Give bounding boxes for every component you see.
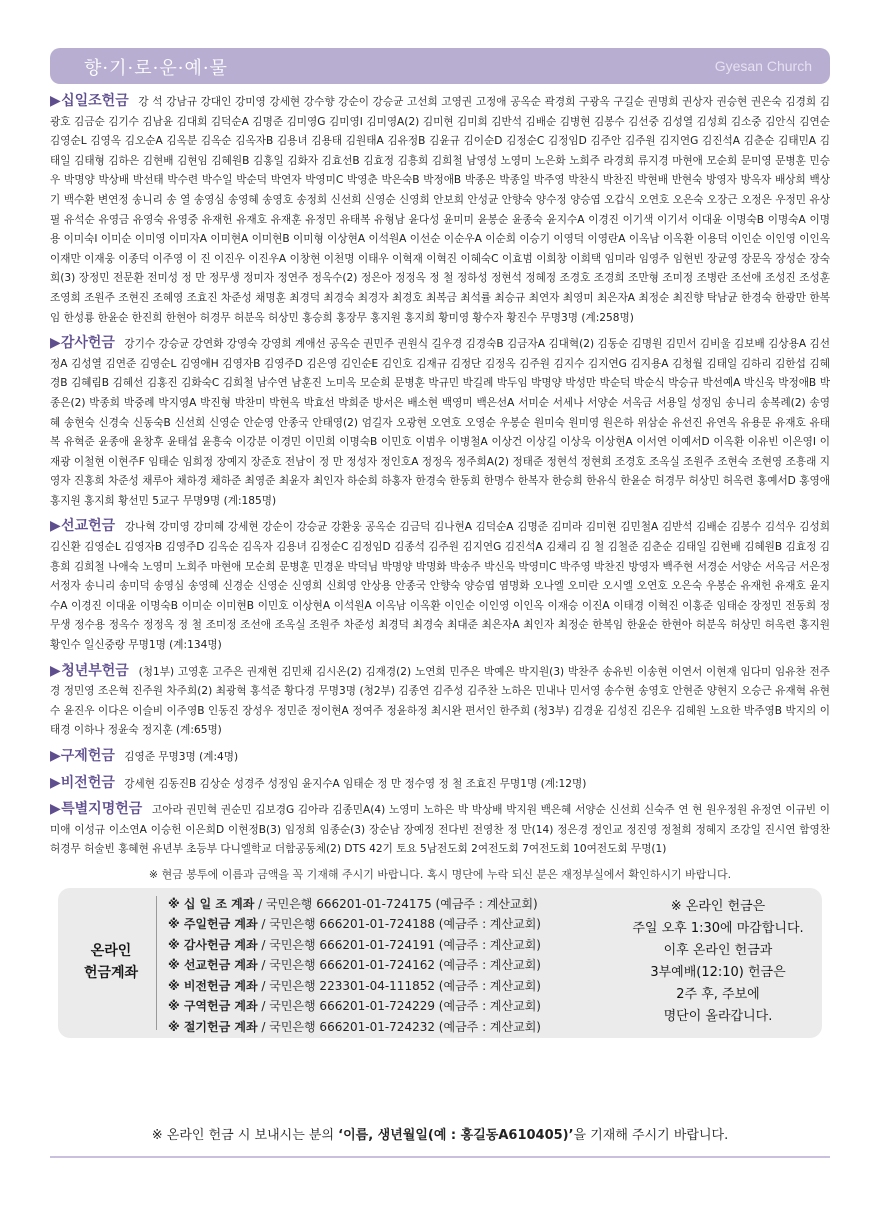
note-line: 2주 후, 주보에: [676, 986, 760, 1002]
section-special: [50, 800, 830, 860]
envelope-note: ※ 현금 봉투에 이름과 금액을 꼭 기재해 주시기 바랍니다. 혹시 명단에 누락 되신 분은 재정부실에서 확인하시기 바랍니다.: [148, 867, 732, 881]
note-line: 주일 오후 1:30에 마감합니다.: [632, 920, 804, 936]
section-names: 강세현 김동진B 김상순 성경주 성정임 윤지수A 임태순 정 만 정수영 정 철 조효진 무명1명 (계:12명): [124, 777, 587, 790]
online-offering-box: [58, 888, 822, 1038]
note-line: 3부예배(12:10) 헌금은: [650, 964, 786, 980]
church-name: Gyesan Church: [714, 58, 812, 74]
section-title: ▶십일조헌금: [50, 93, 129, 109]
account-row: ※ 구역헌금 계좌 / 국민은행 666201-01-724229 (예금주 : 계산교회): [168, 999, 541, 1014]
online-deadline-note: [618, 896, 818, 1028]
section-tithe: [50, 92, 830, 328]
section-title: ▶선교헌금: [50, 518, 116, 535]
section-names: 강기수 강승균 강연화 강영숙 강영희 계애선 공옥순 권민주 권원식 길우경 김경숙B 김금자A 김대혁(2) 김동순 김명원 김민서 김비울 김보배 김상용A 김선정A 김성열 김연준 김영순L 김영애H 김영자B 김영주D 김은영 김인순E 김인호 김재규 김정단 김정옥 김주원 김지수 김지연G 김지용A 김청월 김태일 김하리 김한섭 김혜경B 김혜림B 김혜선 김홍진 김화숙C 김희철 남수연 남훈진 노미옥 모순희 문병훈 박규민 박길례 박두임 박명양 박성만 박순덕 박순식 박승규 박선예A 박신욱 박정애B 박종은(2) 박종희 박중례 박지영A 박진형 박찬미 박현옥 박효선 박희준 방서은 배소현 백영미 백은선A 서미순 서세나 서양순 서옥금 서용일 성정임 송니리 송복례(2) 송영혜 송현숙 신경숙 신동숙B 신선희 신영순 안순영 안종국 안태영(2) 엄길자 오광현 오연호 오영순 우봉순 원미숙 원미영 원은하 위삼순 유선진 유연옥 유용문 유재호 유태복 유혁준 윤종애 윤창후 윤태섭 윤흥숙 이강분 이경민 이민희 이명숙B 이민호 이범우 이병철A 이상건 이상길 이상욱 이상현A 이서연 이예서D 이옥환 이유빈 이은영I 이재광 이철현 이현주F 임태순 임희정 장예지 장준호 전남이 정 만 정성자 정인호A 정정옥 정주희A(2) 정태준 정현석 정현희 조경호 조옥실 조원주 조현숙 조현영 조흥래 지영자 진홍희 차준성 채루아 채하경 채하준 최영준 최윤자 최인자 하순희 하홍자 한경숙 한동희 한명수 한복자 한승희 한유식 한윤순 허경무 허상민 허옥련 홍예서D 홍영애 홍지원 홍지희 황선민 5교구 무명9명 (계:185명): [50, 338, 830, 507]
note-line: 명단이 올라갑니다.: [663, 1008, 773, 1024]
section-relief: [50, 747, 830, 768]
account-row: ※ 절기헌금 계좌 / 국민은행 666201-01-724232 (예금주 : 계산교회): [168, 1019, 541, 1034]
account-row: ※ 비전헌금 계좌 / 국민은행 223301-04-111852 (예금주 : 계산교회): [168, 978, 541, 993]
page-title: 향·기·로·운·예·물: [84, 58, 228, 79]
note-line: ※ 온라인 헌금은: [670, 898, 766, 914]
account-row: ※ 감사헌금 계좌 / 국민은행 666201-01-724191 (예금주 : 계산교회): [168, 937, 541, 952]
account-row: ※ 주일헌금 계좌 / 국민은행 666201-01-724188 (예금주 : 계산교회): [168, 917, 541, 932]
online-label-line: 헌금계좌: [83, 964, 139, 981]
section-youth: [50, 662, 830, 741]
online-label: [66, 940, 156, 984]
section-names: 김영준 무명3명 (계:4명): [124, 751, 239, 763]
section-mission: [50, 517, 830, 655]
account-row: ※ 십 일 조 계좌 / 국민은행 666201-01-724175 (예금주 : 계산교회): [168, 896, 538, 911]
note-line: 이후 온라인 헌금과: [663, 942, 773, 958]
section-title: ▶비전헌금: [50, 774, 115, 791]
section-vision: [50, 774, 830, 795]
online-label-line: 온라인: [90, 942, 132, 959]
section-title: ▶특별지명헌금: [50, 801, 143, 818]
divider: [50, 1156, 830, 1158]
section-names: 강나혁 강미영 강미혜 강세현 강순이 강승균 강환웅 공옥순 김금덕 김나현A 김덕순A 김명준 김미라 김미현 김민철A 김반석 김배순 김봉수 김석우 김성희 김신환 김영순L 김영자B 김영주D 김옥순 김옥자 김용녀 김정순C 김정임D 김종석 김주원 김지연G 김진석A 김채리 김 철 김철준 김춘순 김태일 김현배 김혜원B 김효정 김흥희 김희철 나애숙 노영미 노희주 마현애 모순희 문병훈 민경운 박덕님 박명양 박명화 박송주 박신욱 박영미C 박주영 박찬진 방영자 백주현 서경순 서양순 서옥금 서은정 서정자 송니리 송미덕 송영심 송영혜 신경순 신영순 신영희 신희영 안상용 안종국 안향숙 양승엽 염명화 오나엘 오미란 오시엘 오연호 오은숙 우봉순 유재헌 유재호 윤지수A 이경진 이대윤 이명숙B 이미순 이미현B 이민호 이상현A 이석원A 이옥남 이옥환 이인순 이인영 이인옥 이재승 이진A 이태경 이혁진 이홍준 임태순 장정민 전동희 정무생 정수용 정옥수 정정옥 정 철 조미정 조선애 조옥실 조원주 차준성 최경덕 최경숙 최대준 최은자A 최인자 최정순 한복임 한윤순 한현아 허분옥 허상민 허옥련 홍지원 황인수 일신중랑 무명1명 (계:134명): [50, 521, 830, 652]
offering-list: [50, 92, 830, 1038]
section-title: ▶감사헌금: [50, 335, 115, 352]
divider: [156, 896, 157, 1030]
account-row: ※ 선교헌금 계좌 / 국민은행 666201-01-724162 (예금주 : 계산교회): [168, 958, 541, 973]
account-list: [168, 894, 541, 1038]
section-title: ▶구제헌금: [50, 748, 115, 764]
section-names: 고아라 권민혁 권순민 김보경G 김아라 김종민A(4) 노영미 노하은 박 박상배 박지원 백은혜 서양순 신선희 신숙주 연 현 원우정원 유정연 이규빈 이미애 이성규 이소연A 이승헌 이은희D 이현정B(3) 임정희 임종순(3) 장순남 장예정 전다빈 전영찬 정 만(14) 정은경 정인교 정진영 정철희 정혜지 조강일 진시연 함영찬 허경무 허술빈 홍혜현 유년부 초등부 다니엘학교 더함공동체(2) DTS 42기 토요 5남전도회 2여전도회 7여전도회 10여전도회 무명(1): [50, 804, 830, 856]
section-names: 강 석 강남규 강대인 강미영 강세현 강수향 강순이 강승균 고선희 고영권 고정애 공옥순 곽경희 구광옥 구길순 권명희 권상자 권승현 권은숙 김경희 김광호 김금순 김기수 김남윤 김대희 김덕순A 김명준 김미영G 김미영I 김미영A(2) 김미현 김미희 김반석 김배순 김병현 김봉수 김선중 김성열 김성희 김소중 김안식 김연순 김영순L 김영옥 김오순A 김옥분 김옥순 김옥자B 김용녀 김용태 김원태A 김유정B 김윤규 김이순D 김정순C 김정임D 김주안 김주원 김지연G 김진석A 김춘순 김태민A 김태일 김태형 김하은 김현배 김현임 김혜원B 김홍일 김화자 김효선B 김효정 김흥희 김희철 남영성 노영미 노은화 노희주 라경희 류지경 마현애 모순희 문미영 문병훈 민승우 박명양 박상배 박선태 박수련 박수일 박순덕 박연자 박영미C 박영춘 박은숙B 박정애B 박종은 박종일 박주영 박찬식 박찬진 박현배 반현숙 방영자 방옥자 배상희 백상기 백수환 변연정 송니리 송 열 송영심 송영혜 송영호 송정희 신선희 신영순 신영희 안보희 안성균 안향숙 양수정 양승엽 오갑식 오연호 오은숙 오장근 오정은 우정민 유상필 유석순 유영금 유영숙 유영중 유재헌 유재호 유재훈 유정민 유태복 유형남 윤다성 윤미미 윤봉순 윤종숙 윤지수A 이경진 이기색 이기서 이대윤 이명숙B 이명숙A 이명용 이미숙I 이미순 이미영 이미자A 이미현A 이미현B 이미형 이상현A 이석원A 이선순 이순우A 이순희 이승기 이영덕 이영란A 이옥남 이옥환 이용덕 이인순 이인영 이인옥 이재만 이재웅 이종덕 이주영 이 진 이진우 이진우A 이창현 이천명 이태우 이혁재 이혁진 이혜숙C 이효범 이희창 이희택 임미라 임영주 임현빈 장균영 장문옥 장성순 장숙희(3) 장정민 전문환 전미성 정 만 정무생 정미자 정연주 정옥수(2) 정은아 정정옥 정 철 정하성 정현석 정혜정 조경호 조경희 조만형 조미정 조병란 조선애 조성진 조성훈 조영희 조원주 조현진 조혜영 조효진 차준성 채명훈 최경덕 최경숙 최경자 최경호 최복금 최석률 최승규 최연자 최영미 최은자A 최정순 최진향 탁남균 한경숙 한광만 한복임 한성룡 한윤순 한진희 한현아 허경무 허분옥 허상민 홍승희 홍장무 홍지원 홍지희 황미영 황수자 황진수 무명3명 (계:258명): [50, 96, 830, 324]
page-header: [50, 48, 830, 84]
bottom-note: ※ 온라인 헌금 시 보내시는 분의 ‘이름, 생년월일(예 : 홍길동A610405)’을 기재해 주시기 바랍니다.: [151, 1128, 729, 1143]
section-names: (청1부) 고영훈 고주은 권재현 김민채 김시온(2) 김재경(2) 노연희 민주은 박예은 박지원(3) 박찬주 송유빈 이송현 이연서 이현재 임다미 임유찬 전주경 정민영 조은혁 진주원 차주희(2) 최광혁 홍석준 황다경 무명3명 (청2부) 김종연 김주성 김주찬 노하은 민내나 민서영 송수현 송영호 안현준 양현지 오승근 유재혁 유현수 윤진우 이다은 이슬비 이주영B 인동진 장성우 정민준 정이현A 정여주 정윤하정 최시완 편서인 한주희 (청3부) 김경윤 김성진 김은우 김혜원 노요한 박주영B 박지의 이태경 이하나 정윤숙 정지훈 (계:65명): [50, 665, 830, 737]
section-thanks: [50, 334, 830, 511]
section-title: ▶청년부헌금: [50, 662, 129, 679]
